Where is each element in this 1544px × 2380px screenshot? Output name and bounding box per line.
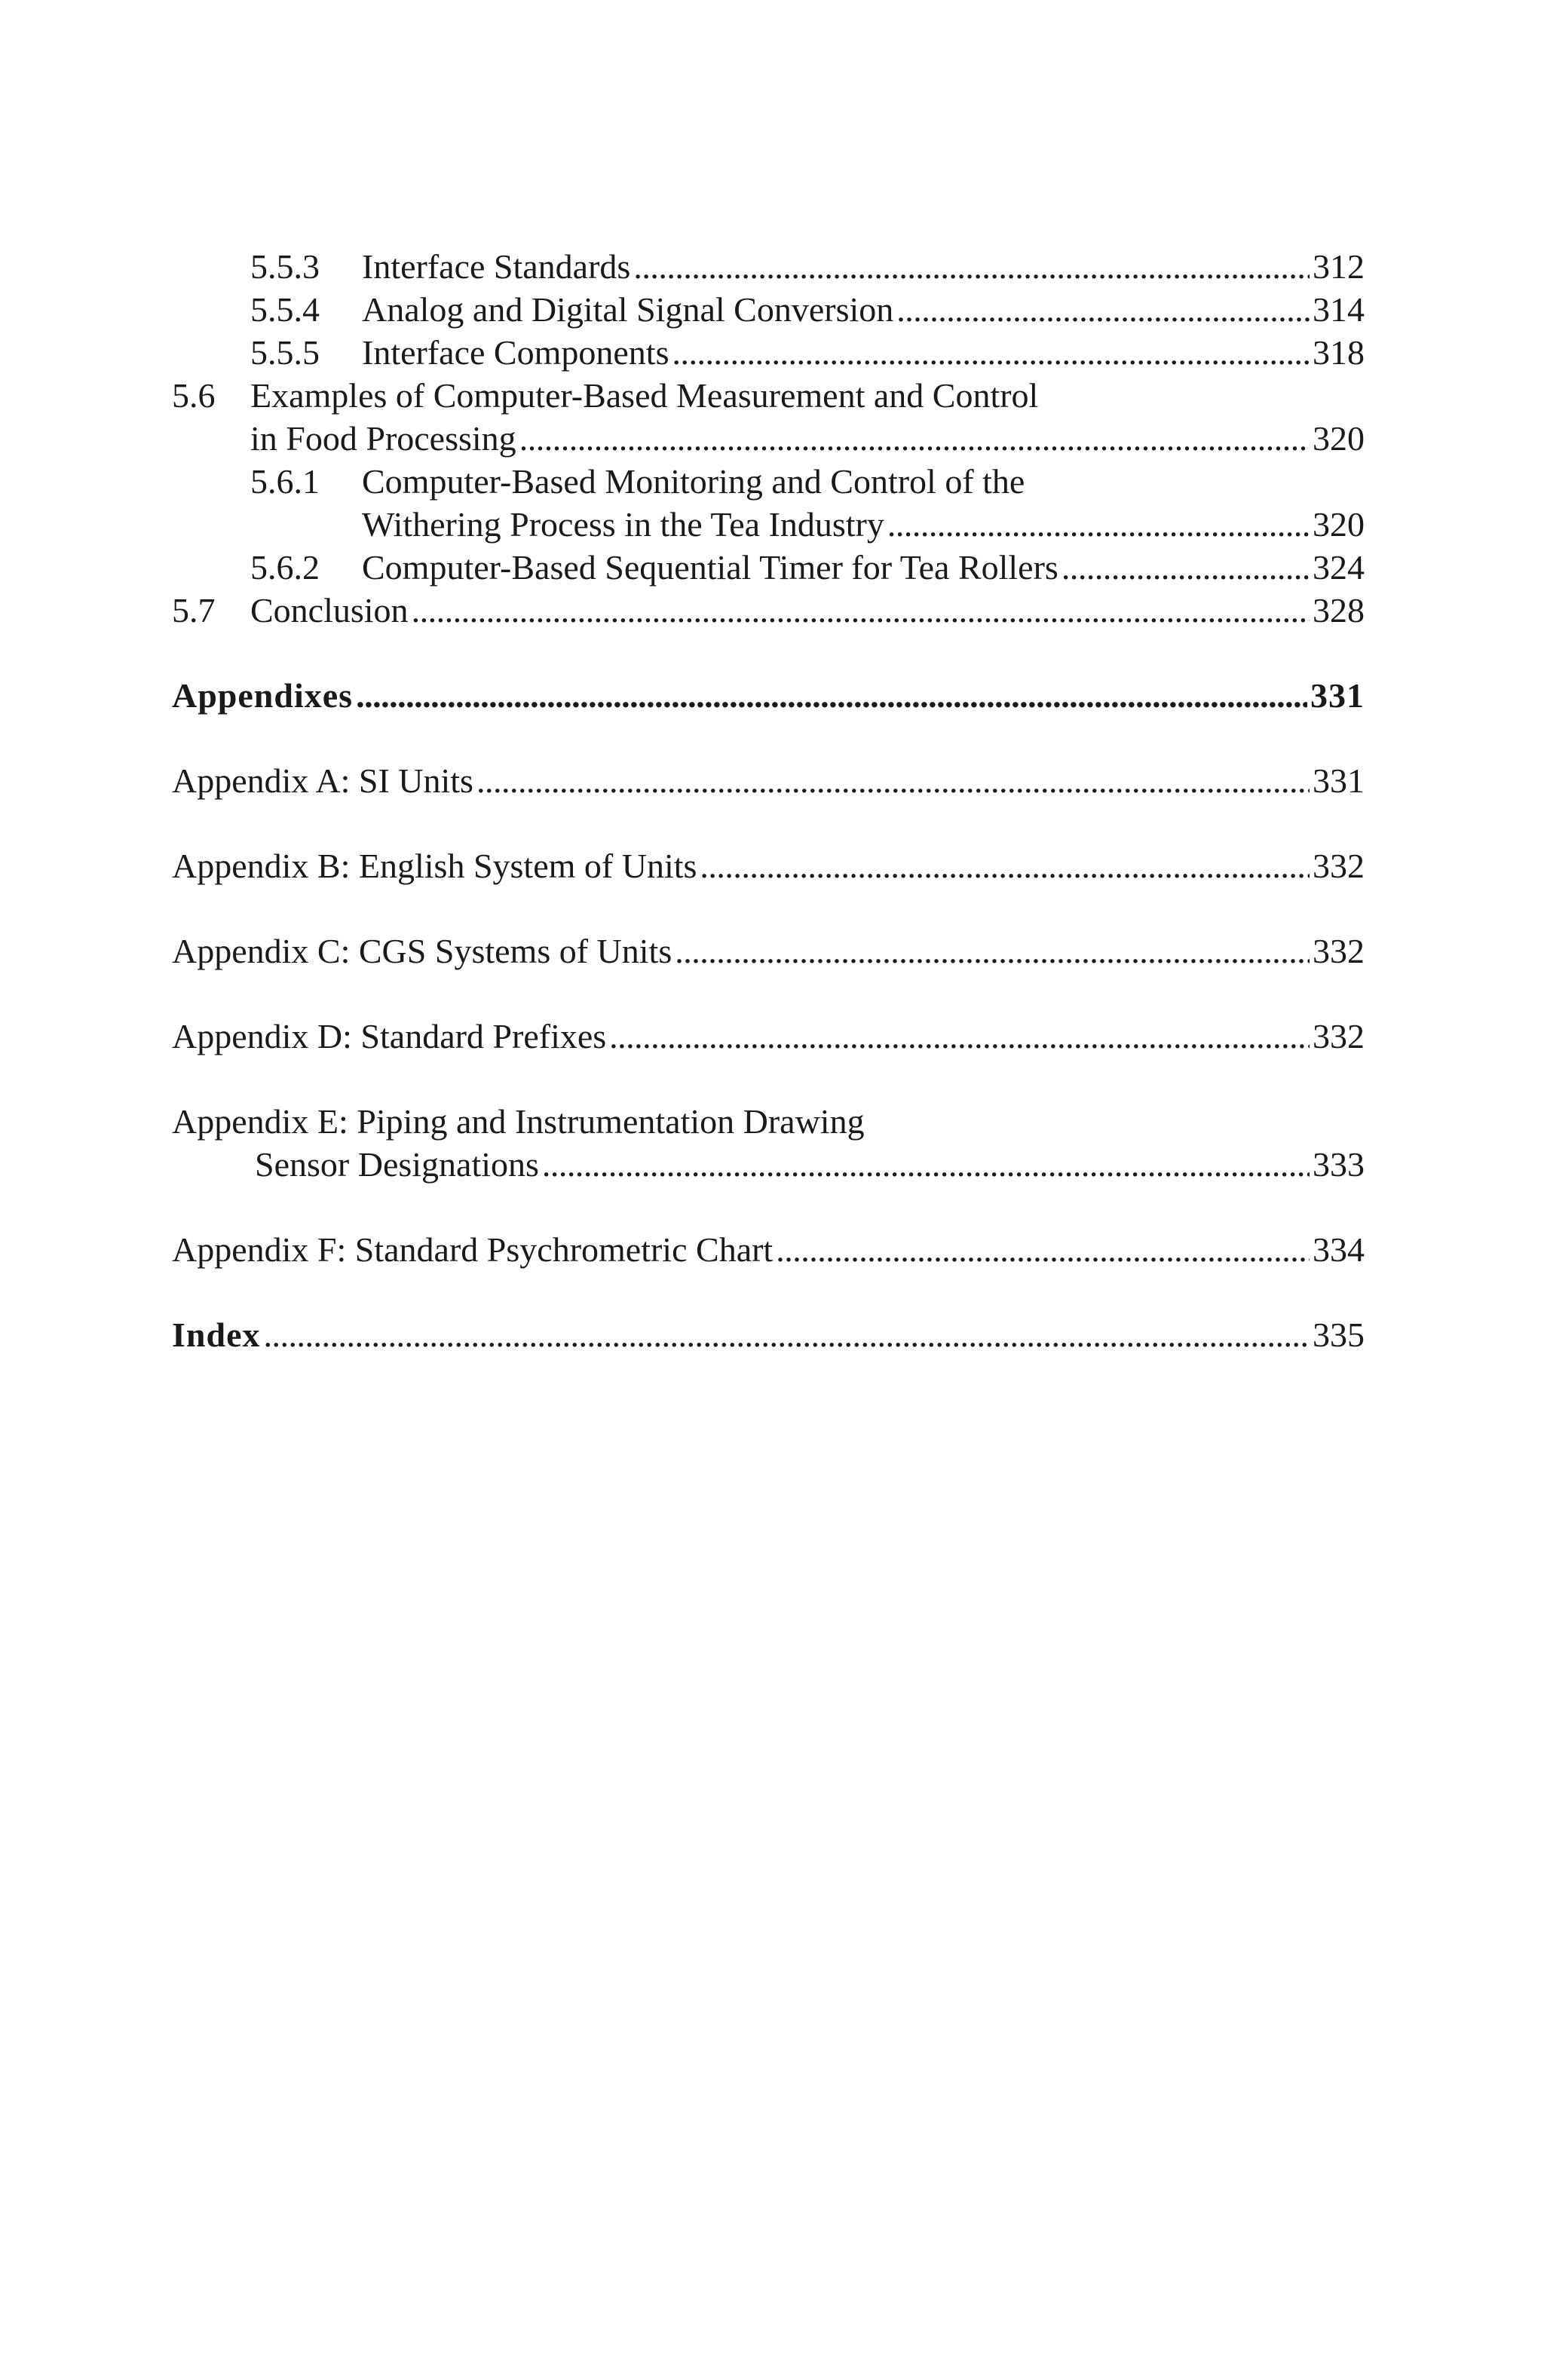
- appendix-title: Appendix C: CGS Systems of Units: [172, 932, 672, 970]
- toc-entry-5-6-1[interactable]: [172, 460, 1365, 504]
- toc-entry-5-6[interactable]: [172, 374, 1365, 418]
- toc-entry-5-5-4[interactable]: [172, 288, 1365, 332]
- toc-entry-5-5-5[interactable]: [172, 331, 1365, 375]
- page-number: 320: [1313, 505, 1365, 544]
- toc-entry-index[interactable]: [172, 1313, 1365, 1357]
- toc-entry-appendix-c[interactable]: [172, 930, 1365, 973]
- page-number: 328: [1313, 591, 1365, 629]
- dot-leader: [519, 417, 1310, 461]
- toc-entry-appendixes[interactable]: [172, 674, 1365, 718]
- section-number: 5.5.4: [250, 290, 320, 329]
- page-number: 333: [1313, 1145, 1365, 1184]
- dot-leader: [672, 331, 1310, 375]
- section-title: Interface Standards: [362, 247, 631, 286]
- entry-body: [362, 245, 1365, 289]
- toc-entry-appendix-e-cont[interactable]: [172, 1143, 1365, 1187]
- dot-leader: [776, 1228, 1310, 1272]
- section-title: Conclusion: [250, 591, 409, 629]
- dot-leader: [887, 503, 1310, 547]
- page-number: 332: [1313, 932, 1365, 970]
- toc-entry-5-6-2[interactable]: [172, 546, 1365, 590]
- section-number: 5.6.2: [250, 548, 320, 587]
- toc-entry-5-5-3[interactable]: [172, 245, 1365, 289]
- toc-entry-5-7[interactable]: [172, 589, 1365, 633]
- appendix-title-line1: Appendix E: Piping and Instrumentation Drawing: [172, 1102, 865, 1141]
- dot-leader: [609, 1015, 1310, 1058]
- section-title-line1: Computer-Based Monitoring and Control of the: [362, 462, 1025, 501]
- section-title: Computer-Based Sequential Timer for Tea Rollers: [362, 548, 1058, 587]
- dot-leader: [412, 589, 1310, 633]
- toc-entry-appendix-a[interactable]: [172, 759, 1365, 803]
- section-number: 5.5.3: [250, 247, 320, 286]
- page-number: 312: [1313, 247, 1365, 286]
- appendix-title-line2: Sensor Designations: [255, 1145, 539, 1184]
- section-number: 5.7: [172, 591, 216, 629]
- appendix-title: Appendix A: SI Units: [172, 761, 473, 800]
- page-number: 318: [1313, 333, 1365, 372]
- section-title-line1: Examples of Computer-Based Measurement and Control: [250, 376, 1039, 415]
- dot-leader: [700, 844, 1310, 888]
- entry-body: [172, 1015, 1365, 1058]
- dot-leader: [896, 288, 1310, 332]
- entry-body: [172, 759, 1365, 803]
- toc-entry-5-6-1-cont[interactable]: [172, 503, 1365, 547]
- appendix-title: Appendix D: Standard Prefixes: [172, 1017, 607, 1055]
- section-title: Interface Components: [362, 333, 669, 372]
- page-number: 331: [1310, 676, 1365, 715]
- entry-body: [172, 844, 1365, 888]
- entry-body: [362, 546, 1365, 590]
- dot-leader: [675, 930, 1310, 973]
- page-number: 320: [1313, 419, 1365, 458]
- entry-body: [172, 1228, 1365, 1272]
- page-number: 332: [1313, 847, 1365, 885]
- entry-body: [362, 331, 1365, 375]
- toc-entry-appendix-d[interactable]: [172, 1015, 1365, 1058]
- dot-leader: [476, 759, 1310, 803]
- entry-body: [250, 589, 1365, 633]
- section-title-line2: in Food Processing: [250, 419, 516, 458]
- entry-body: [255, 1143, 1365, 1187]
- entry-body: [362, 503, 1365, 547]
- section-number: 5.6: [172, 376, 216, 415]
- page-number: 314: [1313, 290, 1365, 329]
- page-number: 324: [1313, 548, 1365, 587]
- toc-entry-appendix-f[interactable]: [172, 1228, 1365, 1272]
- dot-leader: [356, 674, 1307, 718]
- section-number: 5.6.1: [250, 462, 320, 501]
- entry-body: [172, 930, 1365, 973]
- page-number: 335: [1313, 1316, 1365, 1354]
- chapter-title: Appendixes: [172, 676, 354, 715]
- dot-leader: [633, 245, 1310, 289]
- appendix-title: Appendix B: English System of Units: [172, 847, 697, 885]
- entry-body: [172, 1313, 1365, 1357]
- page-number: 331: [1313, 761, 1365, 800]
- toc-entry-5-6-cont[interactable]: [172, 417, 1365, 461]
- toc-entry-appendix-b[interactable]: [172, 844, 1365, 888]
- toc-entry-appendix-e[interactable]: [172, 1100, 1365, 1144]
- section-title: Analog and Digital Signal Conversion: [362, 290, 894, 329]
- dot-leader: [542, 1143, 1310, 1187]
- entry-body: [250, 417, 1365, 461]
- index-title: Index: [172, 1316, 261, 1354]
- appendix-title: Appendix F: Standard Psychrometric Chart: [172, 1230, 774, 1269]
- entry-body: [362, 288, 1365, 332]
- page-number: 334: [1313, 1230, 1365, 1269]
- dot-leader: [263, 1313, 1310, 1357]
- section-number: 5.5.5: [250, 333, 320, 372]
- page-number: 332: [1313, 1017, 1365, 1055]
- section-title-line2: Withering Process in the Tea Industry: [362, 505, 884, 544]
- dot-leader: [1062, 546, 1310, 590]
- entry-body: [172, 674, 1365, 718]
